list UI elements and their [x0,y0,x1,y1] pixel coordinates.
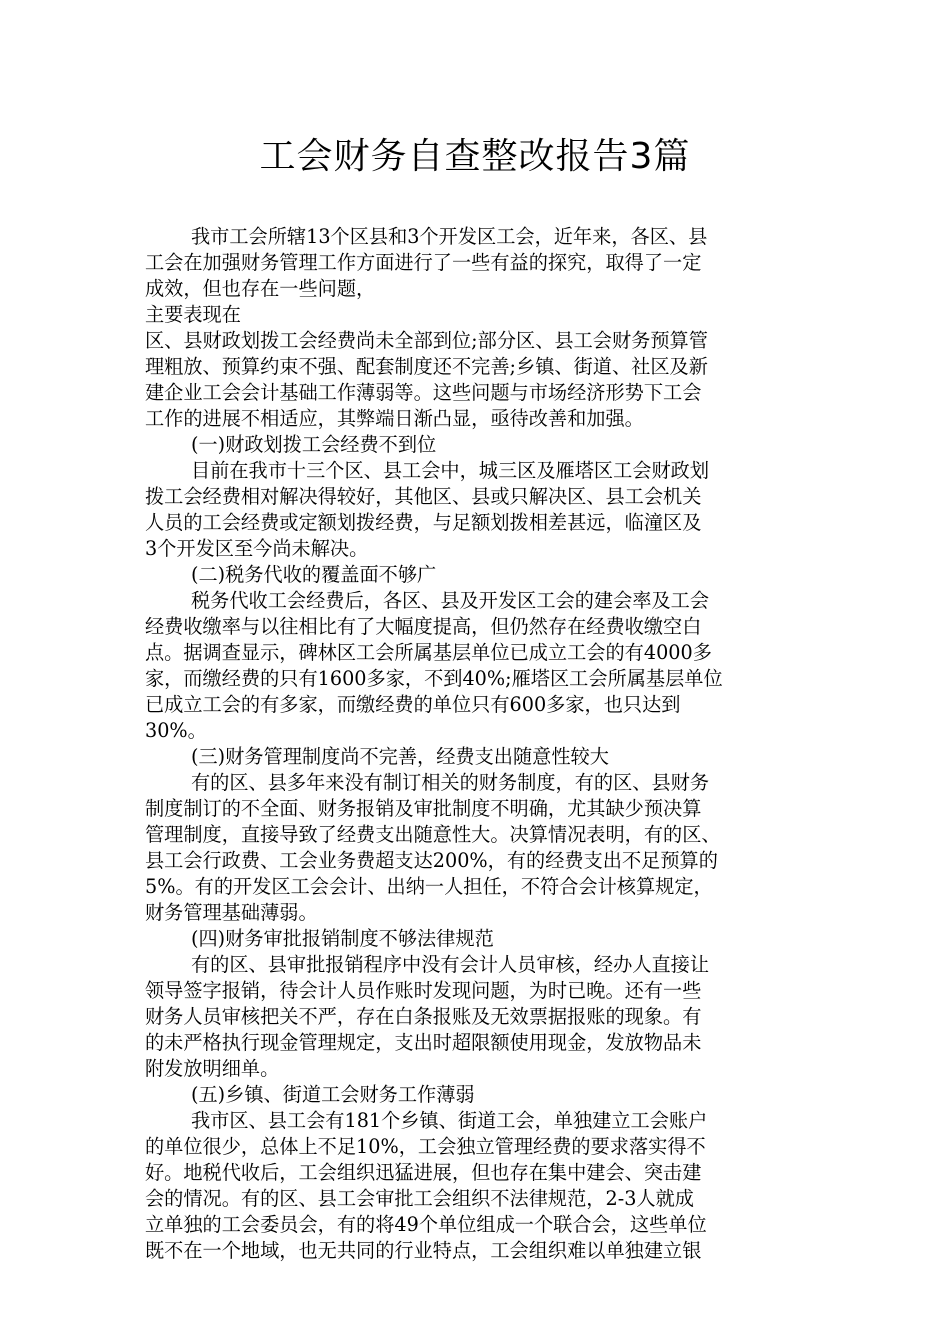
text-line: 已成立工会的有多家，而缴经费的单位只有600多家，也只达到 [145,693,681,716]
text-line: 财务管理基础薄弱。 [145,901,318,924]
text-line: 区、县财政划拨工会经费尚未全部到位;部分区、县工会财务预算管 [145,329,708,352]
text-line: 5%。有的开发区工会会计、出纳一人担任，不符合会计核算规定， [145,875,713,898]
text-line: 有的区、县多年来没有制订相关的财务制度，有的区、县财务 [191,771,710,794]
text-line: 财务人员审核把关不严，存在白条报账及无效票据报账的现象。有 [145,1005,702,1028]
text-line: 县工会行政费、工会业务费超支达200%，有的经费支出不足预算的 [145,849,718,872]
text-line: 理粗放、预算约束不强、配套制度还不完善;乡镇、街道、社区及新 [145,355,708,378]
text-line: (三)财务管理制度尚不完善，经费支出随意性较大 [191,745,609,768]
text-line: 我市区、县工会有181个乡镇、街道工会，单独建立工会账户 [191,1109,708,1132]
text-line: 30%。 [145,719,207,742]
text-line: 目前在我市十三个区、县工会中，城三区及雁塔区工会财政划 [191,459,710,482]
text-line: 工作的进展不相适应，其弊端日渐凸显，亟待改善和加强。 [145,407,644,430]
text-line: 点。据调查显示，碑林区工会所属基层单位已成立工会的有4000多 [145,641,712,664]
text-line: 主要表现在 [145,303,241,326]
text-line: 我市工会所辖13个区县和3个开发区工会，近年来，各区、县 [191,225,708,248]
text-line: 的未严格执行现金管理规定，支出时超限额使用现金，发放物品未 [145,1031,702,1054]
text-line: 既不在一个地域，也无共同的行业特点，工会组织难以单独建立银 [145,1239,702,1262]
text-line: (五)乡镇、街道工会财务工作薄弱 [191,1083,475,1106]
document-title: 工会财务自查整改报告3篇 [259,136,691,177]
text-line: 成效，但也存在一些问题， [145,277,376,300]
text-line: 工会在加强财务管理工作方面进行了一些有益的探究，取得了一定 [145,251,702,274]
text-line: 建企业工会会计基础工作薄弱等。这些问题与市场经济形势下工会 [145,381,702,404]
text-line: 有的区、县审批报销程序中没有会计人员审核，经办人直接让 [191,953,710,976]
text-line: 的单位很少，总体上不足10%，工会独立管理经费的要求落实得不 [145,1135,706,1158]
text-line: 领导签字报销，待会计人员作账时发现问题，为时已晚。还有一些 [145,979,702,1002]
text-line: 经费收缴率与以往相比有了大幅度提高，但仍然存在经费收缴空白 [145,615,702,638]
text-line: 管理制度，直接导致了经费支出随意性大。决算情况表明，有的区、 [145,823,721,846]
text-line: 人员的工会经费或定额划拨经费，与足额划拨相差甚远，临潼区及 [145,511,702,534]
text-line: 立单独的工会委员会，有的将49个单位组成一个联合会，这些单位 [145,1213,707,1236]
text-line: 3个开发区至今尚未解决。 [145,537,369,560]
text-line: 拨工会经费相对解决得较好，其他区、县或只解决区、县工会机关 [145,485,702,508]
text-line: (一)财政划拨工会经费不到位 [191,433,437,456]
text-line: 税务代收工会经费后，各区、县及开发区工会的建会率及工会 [191,589,710,612]
text-line: 好。地税代收后，工会组织迅猛进展，但也存在集中建会、突击建 [145,1161,702,1184]
text-line: 家，而缴经费的只有1600多家，不到40%;雁塔区工会所属基层单位 [145,667,723,690]
text-line: (二)税务代收的覆盖面不够广 [191,563,437,586]
text-line: 制度制订的不全面、财务报销及审批制度不明确，尤其缺少预决算 [145,797,702,820]
text-line: 附发放明细单。 [145,1057,280,1080]
text-line: 会的情况。有的区、县工会审批工会组织不法律规范，2-3人就成 [145,1187,694,1210]
text-line: (四)财务审批报销制度不够法律规范 [191,927,494,950]
document-body [145,224,809,1264]
